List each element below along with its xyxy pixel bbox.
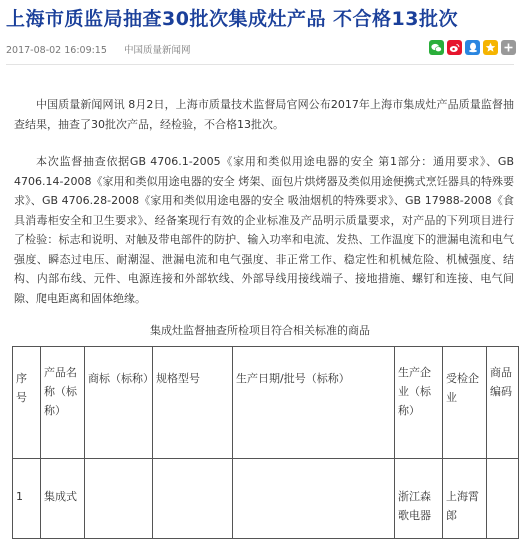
table-header-cell: 生产企业（标称） bbox=[395, 347, 443, 459]
more-icon[interactable] bbox=[501, 40, 516, 55]
qualified-products-table bbox=[12, 346, 519, 539]
table-header-row bbox=[13, 347, 519, 459]
table-header-cell: 产品名称（标称） bbox=[41, 347, 85, 459]
table-header-cell: 序号 bbox=[13, 347, 41, 459]
qq-icon[interactable] bbox=[465, 40, 480, 55]
table-cell bbox=[85, 459, 153, 539]
table-header-cell: 规格型号 bbox=[153, 347, 233, 459]
article-title: 上海市质监局抽查30批次集成灶产品 不合格13批次 bbox=[6, 8, 458, 30]
table-header-cell: 生产日期/批号（标称） bbox=[233, 347, 395, 459]
article-source[interactable]: 中国质量新闻网 bbox=[123, 45, 191, 56]
table-cell: 1 bbox=[13, 459, 41, 539]
qzone-icon[interactable] bbox=[483, 40, 498, 55]
table-cell: 集成式 bbox=[41, 459, 85, 539]
weibo-icon[interactable] bbox=[447, 40, 462, 55]
table-header-cell: 受检企业 bbox=[443, 347, 487, 459]
article-meta bbox=[6, 42, 190, 58]
table-cell: 浙江森歌电器 bbox=[395, 459, 443, 539]
table-header-cell: 商标（标称） bbox=[85, 347, 153, 459]
header-divider bbox=[6, 64, 514, 65]
wechat-icon[interactable] bbox=[429, 40, 444, 55]
table-row bbox=[13, 459, 519, 539]
table-cell bbox=[233, 459, 395, 539]
table-cell: 上海霄郎 bbox=[443, 459, 487, 539]
share-toolbar bbox=[429, 40, 516, 55]
article-paragraph-2: 本次监督抽查依据GB 4706.1-2005《家用和类似用途电器的安全 第1部分：通用要求》、GB 4706.14-2008《家用和类似用途电器的安全 烤架、面包片烘烤器及类似用途便携式烹饪器具的特殊要求》、GB 4706.28-2008《家用和类似用途电器的安全 吸油烟机的特殊要求》、GB 17988-2008《食具消毒柜安全和卫生要求》、经备案现行有效的企业标准及产品明示质量要求，对产品的下列项目进行了检验：标志和说明、对触及带电部件的防护、输入功率和电流、发热、工作温度下的泄漏电流和电气强度、瞬态过电压、耐潮湿、泄漏电流和电气强度、非正常工作、稳定性和机械危险、机械强度、结构、内部布线、元件、电源连接和外部软线、外部导线用接线端子、接地措施、螺钉和连接、电气间隙、爬电距离和固体绝缘。 bbox=[14, 155, 514, 305]
table-cell bbox=[153, 459, 233, 539]
table-caption: 集成灶监督抽查所检项目符合相关标准的商品 bbox=[150, 324, 370, 337]
article-paragraph-1: 中国质量新闻网讯 8月2日，上海市质量技术监督局官网公布2017年上海市集成灶产品质量监督抽查结果，抽查了30批次产品，经检验，不合格13批次。 bbox=[14, 98, 514, 131]
table-cell bbox=[487, 459, 519, 539]
table-header-cell: 商品编码 bbox=[487, 347, 519, 459]
publish-date: 2017-08-02 16:09:15 bbox=[6, 45, 107, 56]
